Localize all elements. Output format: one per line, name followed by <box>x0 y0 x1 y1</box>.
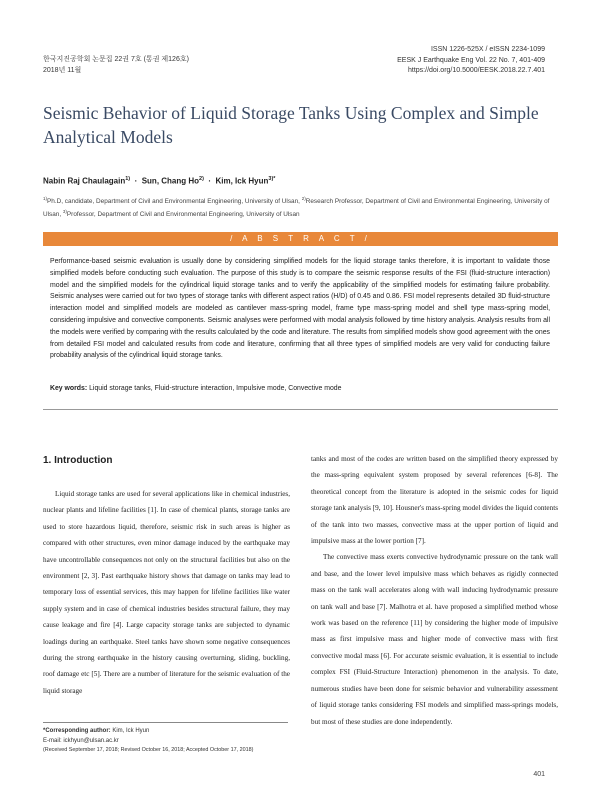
affiliation-mark: 3) <box>62 209 67 215</box>
abstract-banner: / A B S T R A C T / <box>43 232 558 246</box>
author-mark: 1) <box>125 176 131 182</box>
author-list <box>43 176 275 186</box>
email-label: E-mail: <box>43 737 62 744</box>
affiliation-1: Ph.D, candidate, Department of Civil and Environmental Engineering, University of Ulsan, <box>47 198 300 206</box>
keywords-label: Key words: <box>50 385 88 392</box>
author-name: Kim, Ick Hyun <box>215 176 269 186</box>
affiliation-3: Professor, Department of Civil and Environmental Engineering, University of Ulsan <box>66 211 300 219</box>
journal-name-kr: 한국지진공학회 논문집 22권 7호 (통권 제126호) <box>43 56 189 63</box>
author-mark: 3)* <box>268 176 276 182</box>
affiliation-2: Research Professor, Department of Civil and Environmental Engineering, University of Ulsan, <box>43 198 550 219</box>
issn: ISSN 1226-525X / eISSN 2234-1099 <box>430 46 545 53</box>
keywords-list: Liquid storage tanks, Fluid-structure interaction, Impulsive mode, Convective mode <box>89 385 342 392</box>
footnote <box>43 727 253 756</box>
corresponding-name: Kim, Ick Hyun <box>112 728 150 734</box>
citation: EESK J Earthquake Eng Vol. 22 No. 7, 401-409 <box>397 56 545 64</box>
author-name: Sun, Chang Ho <box>141 176 200 186</box>
affiliation-mark: 2) <box>301 196 306 201</box>
divider <box>43 409 558 410</box>
issue-date-kr: 2018년 11월 <box>43 66 82 74</box>
email-link[interactable]: ickhyun@ulsan.ac.kr <box>63 737 119 744</box>
body-paragraph: The convective mass exerts convective hydrodynamic pressure on the tank wall and base, and the lower level impulsive mass which behaves as rigidly connected mass on the tank wall accelerates along with wall inducing hydrodynamic pressure on tank wall and base [7]. Malhotra et al. have proposed a simplified method whose work was based on the reference [11] by considering the higher mode of impulsive mass as first impulsive mass and higher mode of convective mass with first convective modal mass [6]. For accurate seismic evaluation, it is essential to include complex FSI (Fluid-Structure Interaction) phenomenon in the analysis. To date, numerous studies have been done for seismic behavior and vulnerability assessment of liquid storage tanks considering FSI models and simplified mass-springs models, but most of these studies are done independently. <box>311 553 558 726</box>
corresponding-label: *Corresponding author: <box>43 728 111 734</box>
section-heading: 1. Introduction <box>43 455 113 466</box>
body-column-right <box>311 451 558 730</box>
abstract-text: Performance-based seismic evaluation is usually done by considering simplified models for the liquid storage tanks therefore, it is important to validate those simplified models before conducting such evaluation. The purpose of this study is to compare the seismic response results of the FSI (fluid-structure interaction) model and the simplified models for the cylindrical liquid storage tanks and to verify the applicability of the simplified models for estimating failure probability. Seismic analyses were carried out for two types of storage tanks with different aspect ratios (H/D) of 0.45 and 0.86. FSI model represents detailed 3D fluid-structure interaction model and simplified models are modeled as cantilever mass-spring model, frame type mass-spring model and shell type mass-spring model, considering impulsive and convective components. Seismic analyses were performed with modal analysis followed by time history analysis. Analysis results from all the models were verified by comparing with the results calculated by the code and literature. The results from simplified models show good agreement with the ones from detailed FSI model and calculated results from code and literature, confirming that all three types of simplified models are very valid for conducting failure probability analysis of the cylindrical liquid storage tanks. <box>50 258 550 360</box>
author-name: Nabin Raj Chaulagain <box>43 176 126 186</box>
affiliation-mark: 1) <box>43 196 48 201</box>
page-number: 401 <box>533 771 545 778</box>
received-dates: (Received September 17, 2018; Revised October 16, 2018; Accepted October 17, 2018) <box>43 747 254 754</box>
doi-link[interactable]: https://doi.org/10.5000/EESK.2018.22.7.401 <box>408 67 545 74</box>
author-separator: · <box>134 176 138 186</box>
affiliations <box>43 194 558 220</box>
body-paragraph: Liquid storage tanks are used for several applications like in chemical industries, nuclear plants and lifeline facilities [1]. In case of chemical plants, storage tanks are used to store hazardous liquid, therefore, seismic risk in such areas is higher as compared with other structures, even minor damage induced by the earthquake may have uncontrollable consequences not only on the structural facilities but also on the environment [2, 3]. Past earthquake history shows that damage on tanks may lead to temporary loss of essential services, this may happen for lifeline facilities like water supply system and in case of chemical industries besides structural failure, they may cause leakage and fire [4]. Large capacity storage tanks are subjected to dynamic loadings during an earthquake. Steel tanks have shown some negative consequences during the strong earthquake in the history causing overturning, sliding, buckling, roof damage etc [5]. There are a number of literature for the seismic evaluation of the liquid storage <box>43 490 290 695</box>
body-column-left <box>43 486 290 699</box>
author-separator: · <box>208 176 212 186</box>
footnote-divider <box>43 722 288 723</box>
journal-header-right <box>397 45 545 77</box>
author-mark: 2) <box>199 176 204 182</box>
paper-title: Seismic Behavior of Liquid Storage Tanks Using Complex and Simple Analytical Models <box>43 103 539 147</box>
journal-header-left <box>43 55 189 76</box>
body-paragraph: tanks and most of the codes are written based on the simplified theory expressed by the mass-spring equivalent system proposed by several references [6-8]. The theoretical concept from the literature is adopted in the seismic codes for liquid storage tank analysis [9, 10]. Housner's mass-spring model divides the liquid contents of the tank into two masses, convective mass at the upper portion of liquid and impulsive mass at the lower portion [7]. <box>311 455 558 546</box>
keywords <box>50 385 341 392</box>
